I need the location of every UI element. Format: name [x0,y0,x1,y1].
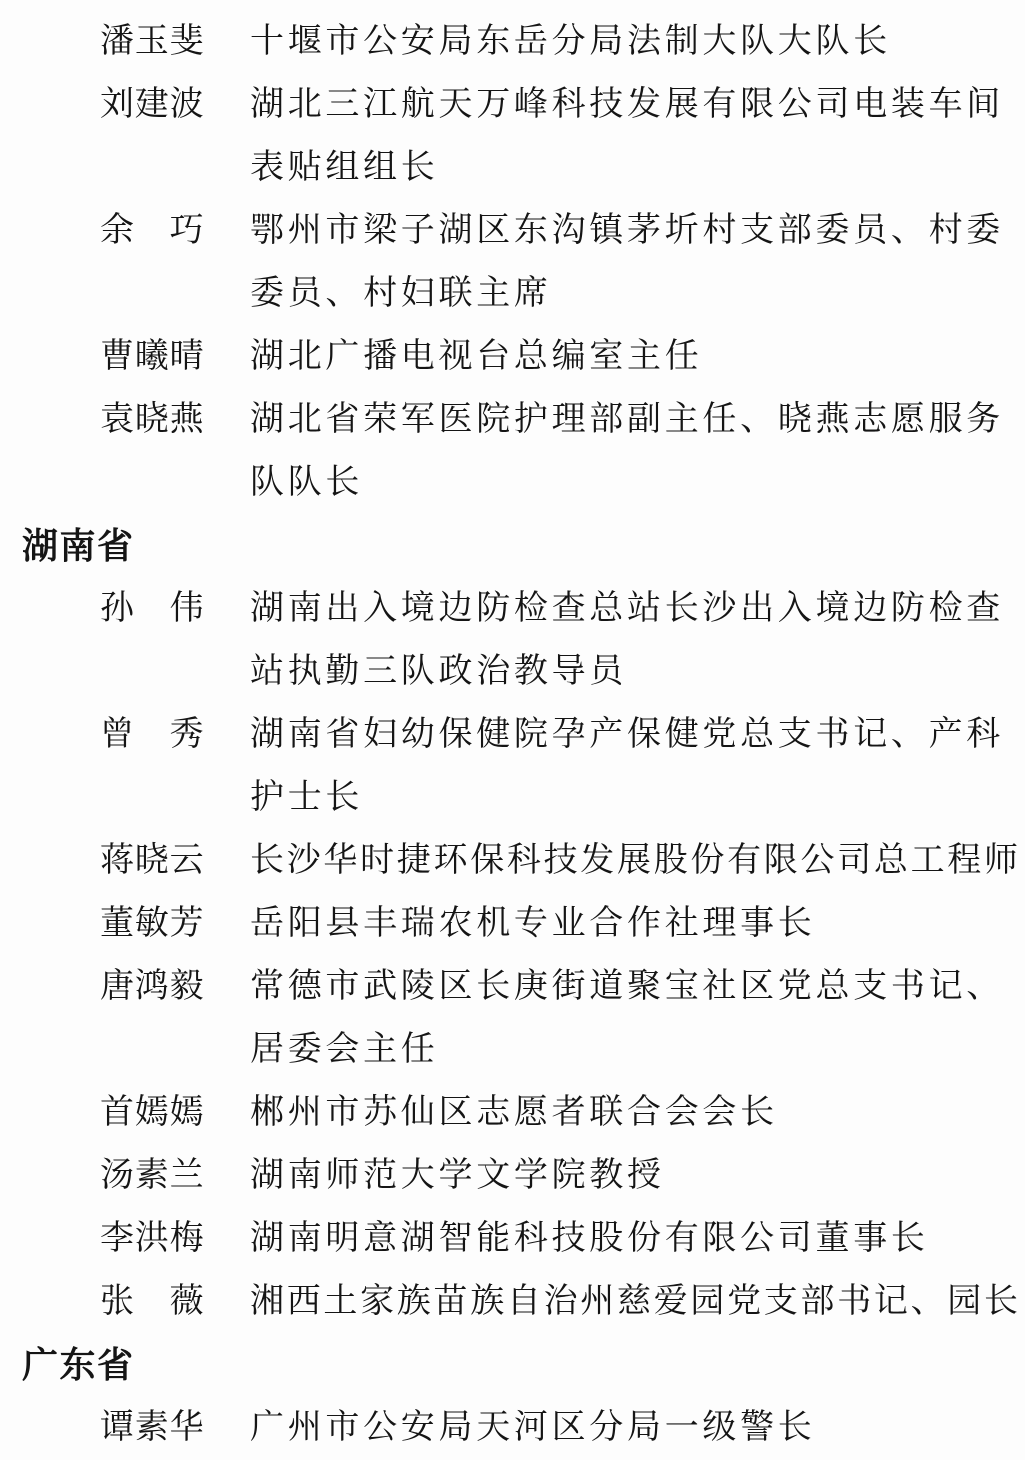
entry-position-line: 岳阳县丰瑞农机专业合作社理事长 [250,905,816,942]
entry-name: 汤素兰 [100,1157,205,1194]
entry-position-line: 长沙华时捷环保科技发展股份有限公司总工程师 [250,842,1021,879]
entry-position-line: 站执勤三队政治教导员 [250,653,627,690]
entry-row [0,1270,1025,1333]
entry-position-line: 湖南明意湖智能科技股份有限公司董事长 [250,1220,929,1257]
entry-position-line: 表贴组组长 [250,149,439,186]
entry-name: 潘玉斐 [100,23,205,60]
province-header-row [0,514,1025,577]
entry-position-line: 十堰市公安局东岳分局法制大队大队长 [250,23,891,60]
entry-row [0,1396,1025,1459]
entry-position-line: 湘西土家族苗族自治州慈爱园党支部书记、园长 [250,1283,1021,1320]
entry-row [0,1081,1025,1144]
entry-position-line: 湖南省妇幼保健院孕产保健党总支书记、产科 [250,716,1004,753]
entry-name: 蒋晓云 [100,842,205,879]
entry-position-line: 湖北三江航天万峰科技发展有限公司电装车间 [250,86,1004,123]
entry-name: 曹曦晴 [100,338,205,375]
entry-row [0,892,1025,955]
entry-continuation-row [0,262,1025,325]
entry-row [0,829,1025,892]
entry-name: 首嫣嫣 [100,1094,205,1131]
entry-name: 李洪梅 [100,1220,205,1257]
entry-row [0,955,1025,1018]
entry-position-line: 委员、村妇联主席 [250,275,552,312]
entry-position-line: 护士长 [250,779,364,816]
entry-row [0,388,1025,451]
entry-continuation-row [0,451,1025,514]
entry-name: 余 巧 [100,212,205,249]
entry-position-line: 队队长 [250,464,364,501]
entry-row [0,1144,1025,1207]
entry-position-line: 湖北广播电视台总编室主任 [250,338,703,375]
entry-name: 袁晓燕 [100,401,205,438]
entry-row [0,73,1025,136]
entry-name: 曾 秀 [100,716,205,753]
entry-continuation-row [0,136,1025,199]
province-header: 广东省 [22,1344,135,1385]
entry-row [0,703,1025,766]
entry-continuation-row [0,1018,1025,1081]
entry-position-line: 常德市武陵区长庚街道聚宝社区党总支书记、 [250,968,1004,1005]
entry-name: 唐鸿毅 [100,968,205,1005]
entry-position-line: 湖南出入境边防检查总站长沙出入境边防检查 [250,590,1004,627]
entry-position-line: 湖南师范大学文学院教授 [250,1157,665,1194]
province-header: 湖南省 [22,525,135,566]
entry-continuation-row [0,766,1025,829]
province-header-row [0,1333,1025,1396]
entry-name: 谭素华 [100,1409,205,1446]
entry-row [0,325,1025,388]
entry-position-line: 居委会主任 [250,1031,439,1068]
entry-name: 张 薇 [100,1283,205,1320]
entry-position-line: 湖北省荣军医院护理部副主任、晓燕志愿服务 [250,401,1004,438]
entry-name: 董敏芳 [100,905,205,942]
entry-row [0,577,1025,640]
entry-name: 孙 伟 [100,590,205,627]
entry-position-line: 鄂州市梁子湖区东沟镇茅圻村支部委员、村委 [250,212,1004,249]
entry-name: 刘建波 [100,86,205,123]
entry-row [0,1207,1025,1270]
entry-row [0,10,1025,73]
entry-position-line: 郴州市苏仙区志愿者联合会会长 [250,1094,778,1131]
entry-continuation-row [0,640,1025,703]
entry-row [0,199,1025,262]
entry-position-line: 广州市公安局天河区分局一级警长 [250,1409,816,1446]
